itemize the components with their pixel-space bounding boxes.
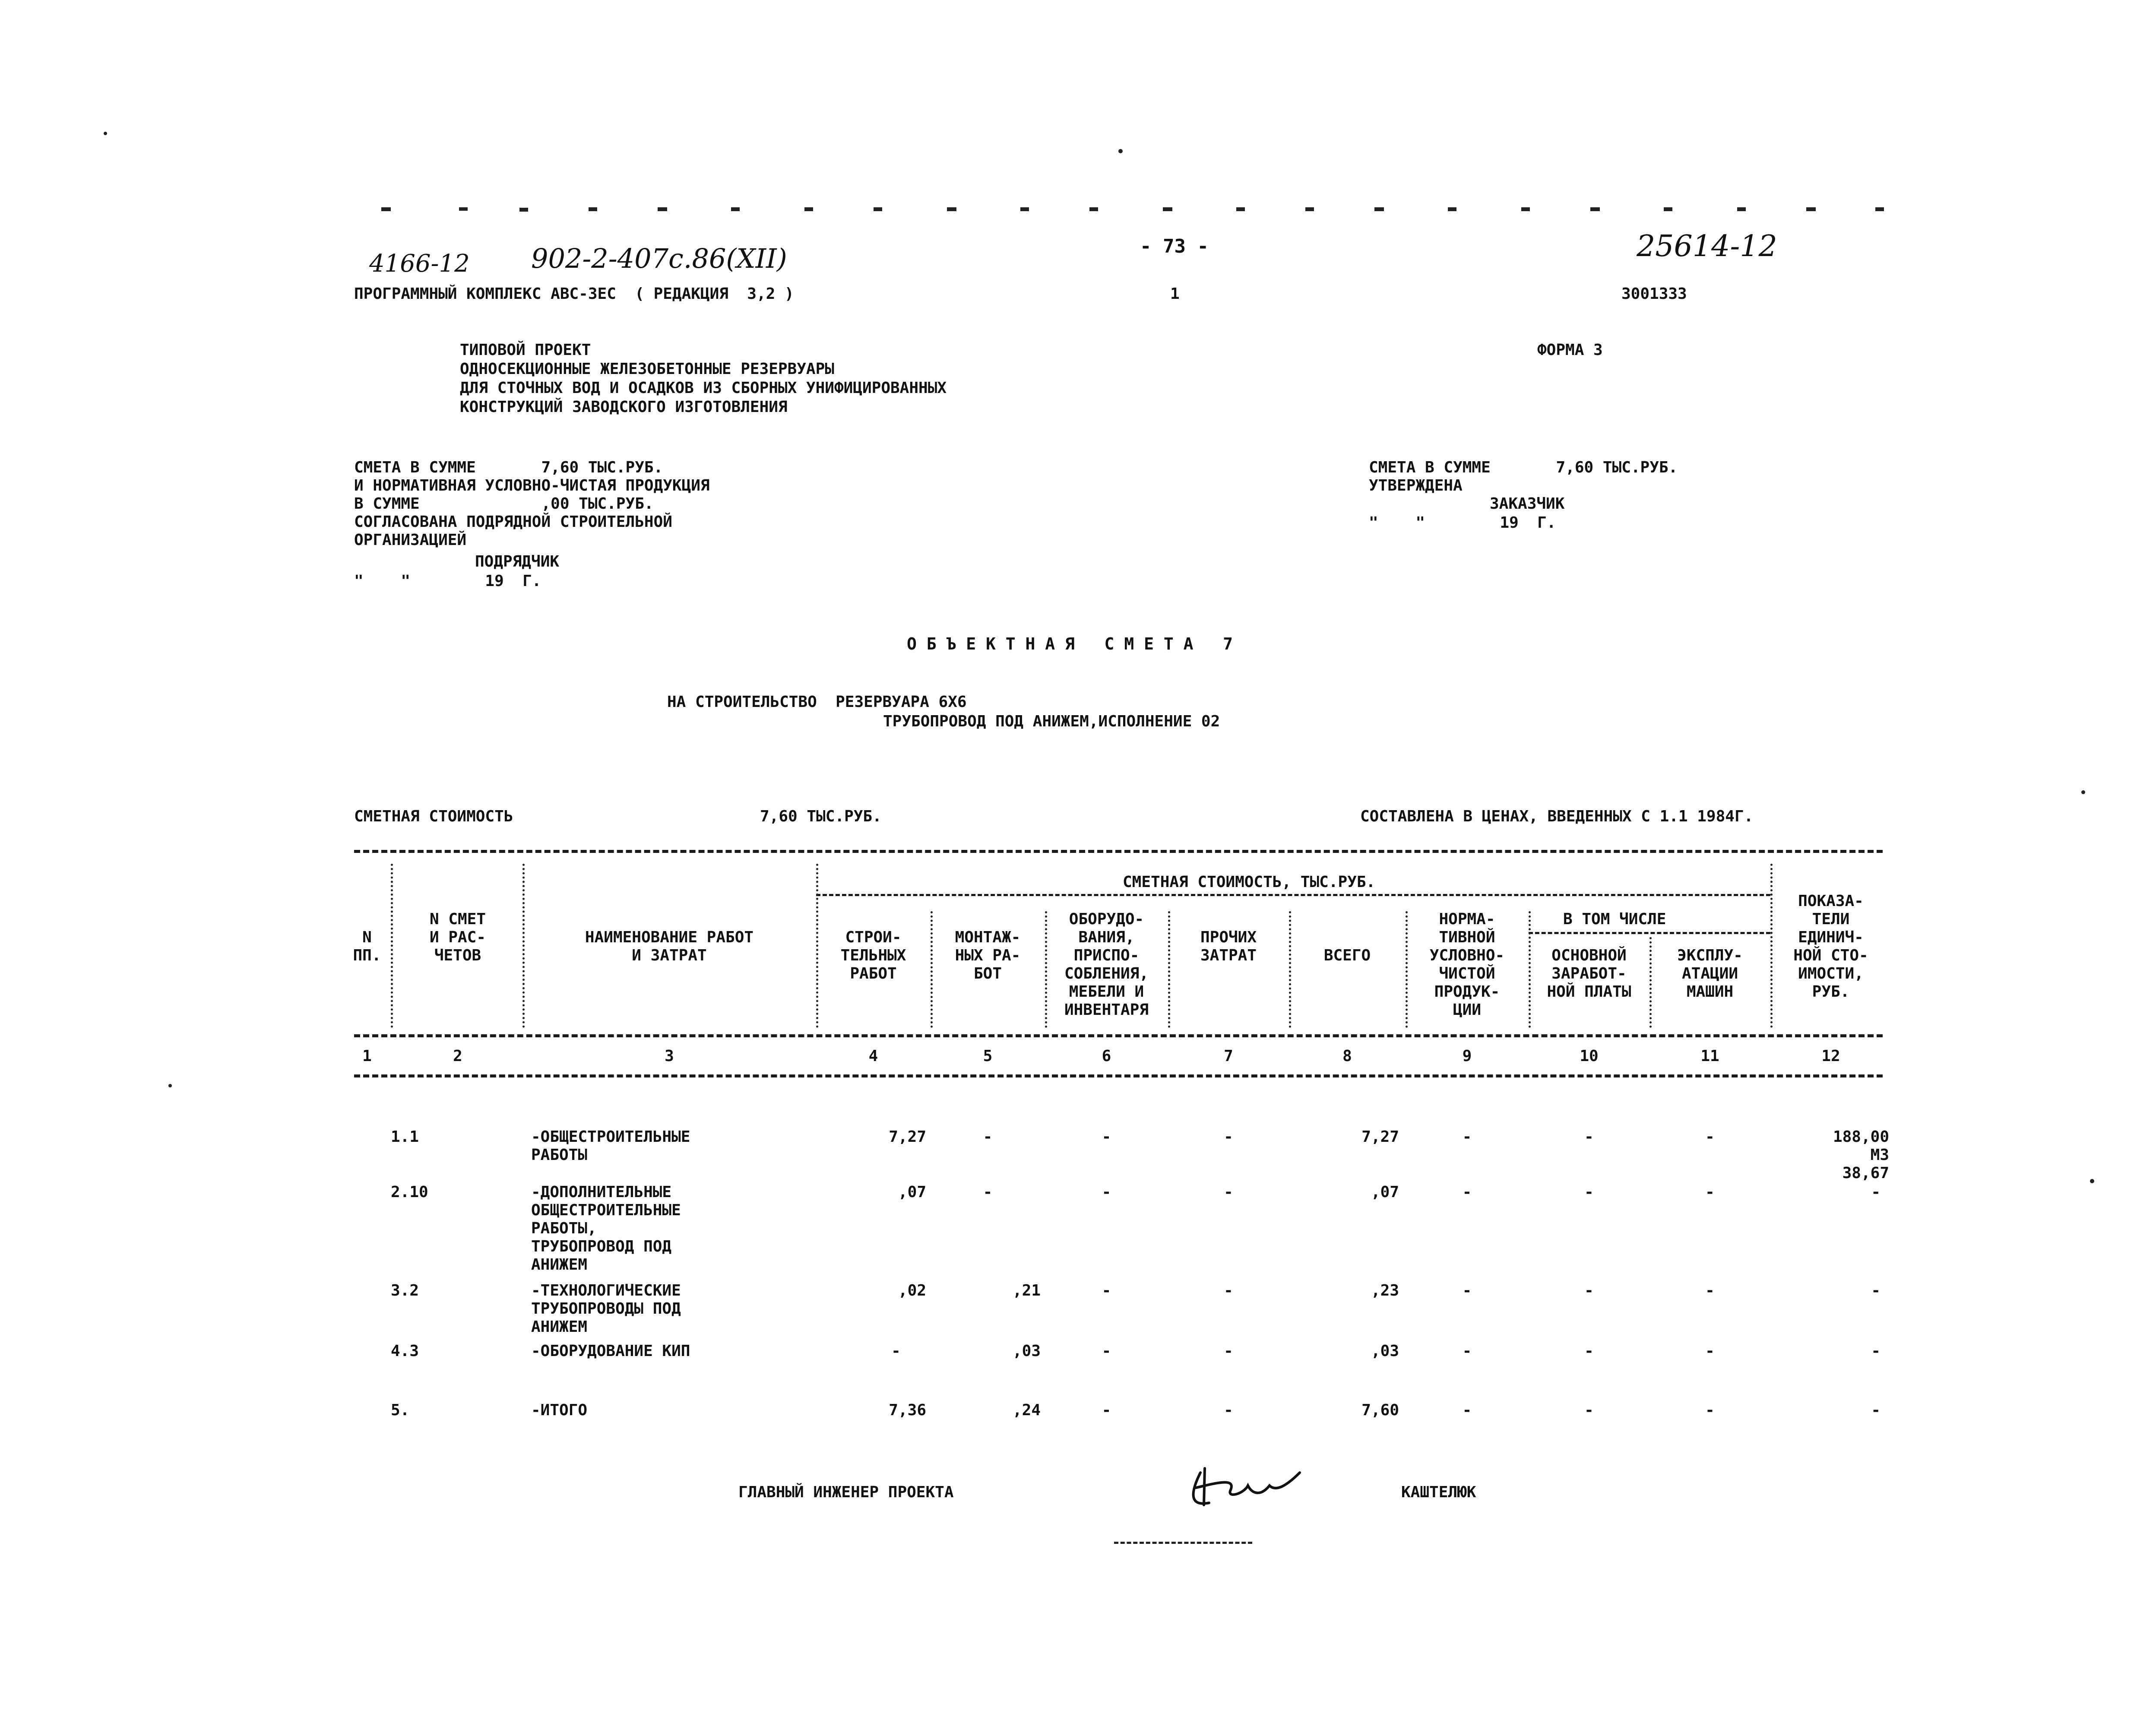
- signature: [1183, 1455, 1304, 1511]
- column-number: 11: [1700, 1047, 1719, 1065]
- project-line-3: ДЛЯ СТОЧНЫХ ВОД И ОСАДКОВ ИЗ СБОРНЫХ УНИФИЦИРОВАННЫХ: [460, 379, 947, 397]
- subtitle-line-1: НА СТРОИТЕЛЬСТВО РЕЗЕРВУАРА 6Х6: [667, 693, 967, 711]
- row-installation: ,03: [1012, 1342, 1041, 1360]
- row-net-product: -: [1462, 1183, 1472, 1201]
- left-block-line-2: И НОРМАТИВНАЯ УСЛОВНО-ЧИСТАЯ ПРОДУКЦИЯ: [354, 477, 710, 494]
- row-net-product: -: [1462, 1282, 1472, 1299]
- document-title: О Б Ъ Е К Т Н А Я С М Е Т А 7: [907, 634, 1233, 653]
- subtitle-line-2: ТРУБОПРОВОД ПОД АНИЖЕМ,ИСПОЛНЕНИЕ 02: [883, 713, 1220, 730]
- row-name: -ОБОРУДОВАНИЕ КИП: [531, 1342, 690, 1360]
- table-rule-top: [354, 850, 1883, 853]
- row-construction: 7,27: [889, 1128, 926, 1146]
- row-net-product: -: [1462, 1342, 1472, 1360]
- row-unit-cost: -: [1871, 1183, 1881, 1201]
- right-block-line-1: СМЕТА В СУММЕ 7,60 ТЫС.РУБ.: [1369, 459, 1678, 476]
- prices-note: СОСТАВЛЕНА В ЦЕНАХ, ВВЕДЕННЫХ С 1.1 1984Г.: [1360, 808, 1754, 825]
- project-line-2: ОДНОСЕКЦИОННЫЕ ЖЕЛЕЗОБЕТОННЫЕ РЕЗЕРВУАРЫ: [460, 360, 834, 378]
- column-number: 2: [453, 1047, 462, 1065]
- column-number: 3: [665, 1047, 674, 1065]
- table-rule-header-bottom: [354, 1034, 1883, 1037]
- row-equipment: -: [1102, 1342, 1111, 1360]
- header-col-1: N ПП.: [353, 928, 381, 964]
- left-block-line-3: В СУММЕ ,00 ТЫС.РУБ.: [354, 495, 654, 513]
- header-col-11: ЭКСПЛУ- АТАЦИИ МАШИН: [1677, 947, 1743, 1001]
- row-name: -ДОПОЛНИТЕЛЬНЫЕ ОБЩЕСТРОИТЕЛЬНЫЕ РАБОТЫ, ТРУБОПРОВОД ПОД АНИЖЕМ: [531, 1183, 681, 1274]
- row-unit-cost: -: [1871, 1401, 1881, 1419]
- row-installation: -: [983, 1183, 993, 1201]
- scan-speck: [168, 1084, 172, 1087]
- row-other: -: [1224, 1282, 1233, 1299]
- project-line-4: КОНСТРУКЦИЙ ЗАВОДСКОГО ИЗГОТОВЛЕНИЯ: [460, 398, 788, 416]
- estimated-cost-label: СМЕТНАЯ СТОИМОСТЬ: [354, 808, 513, 825]
- header-col-5: МОНТАЖ- НЫХ РА- БОТ: [955, 928, 1021, 982]
- row-construction: 7,36: [889, 1401, 926, 1419]
- row-machines: -: [1705, 1128, 1715, 1146]
- column-number: 9: [1462, 1047, 1472, 1065]
- row-unit-cost: -: [1871, 1342, 1881, 1360]
- header-col-10: ОСНОВНОЙ ЗАРАБОТ- НОЙ ПЛАТЫ: [1547, 947, 1631, 1001]
- bottom-rule: [1114, 1542, 1252, 1544]
- column-number: 6: [1102, 1047, 1111, 1065]
- scan-speck: [2081, 790, 2085, 794]
- row-construction: ,07: [898, 1183, 926, 1201]
- row-name: -ТЕХНОЛОГИЧЕСКИЕ ТРУБОПРОВОДЫ ПОД АНИЖЕМ: [531, 1282, 681, 1336]
- column-number: 1: [362, 1047, 372, 1065]
- table-rule-subgroup: [1529, 932, 1770, 934]
- scan-top-marks: [354, 181, 1891, 190]
- chief-engineer-name: КАШТЕЛЮК: [1401, 1483, 1476, 1501]
- row-machines: -: [1705, 1401, 1715, 1419]
- column-number: 5: [983, 1047, 993, 1065]
- row-installation: -: [983, 1128, 993, 1146]
- row-other: -: [1224, 1342, 1233, 1360]
- left-block-line-5: ОРГАНИЗАЦИЕЙ: [354, 531, 467, 549]
- row-machines: -: [1705, 1183, 1715, 1201]
- row-number: 1.1: [391, 1128, 419, 1146]
- header-col-8: ВСЕГО: [1323, 947, 1371, 964]
- left-block-line-4: СОГЛАСОВАНА ПОДРЯДНОЙ СТРОИТЕЛЬНОЙ: [354, 513, 672, 531]
- row-equipment: -: [1102, 1401, 1111, 1419]
- column-number: 10: [1580, 1047, 1599, 1065]
- left-block-line-7: " " 19 Г.: [354, 572, 541, 590]
- row-unit-cost: 188,00 М3 38,67: [1833, 1128, 1889, 1182]
- chief-engineer-label: ГЛАВНЫЙ ИНЖЕНЕР ПРОЕКТА: [738, 1483, 954, 1501]
- program-line: ПРОГРАММНЫЙ КОМПЛЕКС АВС-3ЕС ( РЕДАКЦИЯ 3,2 ): [354, 285, 794, 303]
- form-label: ФОРМА 3: [1537, 341, 1603, 359]
- row-name: -ИТОГО: [531, 1401, 588, 1419]
- header-col-12: ПОКАЗА- ТЕЛИ ЕДИНИЧ- НОЙ СТО- ИМОСТИ, РУБ.: [1793, 892, 1868, 1001]
- row-construction: -: [891, 1342, 901, 1360]
- row-wages: -: [1584, 1128, 1594, 1146]
- row-wages: -: [1584, 1401, 1594, 1419]
- page-number: - 73 -: [1140, 235, 1209, 257]
- row-total: 7,27: [1361, 1128, 1399, 1146]
- row-net-product: -: [1462, 1401, 1472, 1419]
- table-group-header: СМЕТНАЯ СТОИМОСТЬ, ТЫС.РУБ.: [1123, 873, 1376, 891]
- row-other: -: [1224, 1128, 1233, 1146]
- handwritten-project-code: 902-2-407с.86(XII): [531, 243, 787, 274]
- row-installation: ,21: [1012, 1282, 1041, 1299]
- row-equipment: -: [1102, 1183, 1111, 1201]
- right-block-line-2: УТВЕРЖДЕНА: [1369, 477, 1463, 494]
- left-block-line-1: СМЕТА В СУММЕ 7,60 ТЫС.РУБ.: [354, 459, 663, 476]
- left-block-line-6: ПОДРЯДЧИК: [475, 553, 560, 570]
- row-other: -: [1224, 1401, 1233, 1419]
- row-machines: -: [1705, 1342, 1715, 1360]
- row-unit-cost: -: [1871, 1282, 1881, 1299]
- header-col-9: НОРМА- ТИВНОЙ УСЛОВНО- ЧИСТОЙ ПРОДУК- ЦИИ: [1429, 910, 1505, 1019]
- row-wages: -: [1584, 1282, 1594, 1299]
- scan-speck: [1118, 149, 1123, 153]
- project-line-1: ТИПОВОЙ ПРОЕКТ: [460, 341, 591, 359]
- program-page: 1: [1170, 285, 1180, 303]
- table-rule-group: [816, 894, 1770, 896]
- program-code: 3001333: [1621, 285, 1687, 303]
- column-number: 12: [1821, 1047, 1840, 1065]
- handwritten-sheet-code: 4166-12: [369, 250, 470, 278]
- estimated-cost-value: 7,60 ТЫС.РУБ.: [760, 808, 882, 825]
- row-total: ,23: [1371, 1282, 1399, 1299]
- right-block-line-4: " " 19 Г.: [1369, 514, 1556, 532]
- scan-speck: [2090, 1179, 2094, 1183]
- header-col-6: ОБОРУДО- ВАНИЯ, ПРИСПО- СОБЛЕНИЯ, МЕБЕЛИ И ИНВЕНТАРЯ: [1064, 910, 1149, 1019]
- row-other: -: [1224, 1183, 1233, 1201]
- row-number: 3.2: [391, 1282, 419, 1299]
- column-number: 7: [1224, 1047, 1233, 1065]
- scan-speck: [104, 132, 107, 135]
- row-number: 4.3: [391, 1342, 419, 1360]
- header-col-7: ПРОЧИХ ЗАТРАТ: [1200, 928, 1257, 964]
- table-rule-numbers-bottom: [354, 1074, 1883, 1077]
- row-total: ,07: [1371, 1183, 1399, 1201]
- column-number: 8: [1342, 1047, 1352, 1065]
- header-col-2: N СМЕТ И РАС- ЧЕТОВ: [429, 910, 486, 964]
- row-equipment: -: [1102, 1128, 1111, 1146]
- dash-marks: [373, 205, 1910, 213]
- row-wages: -: [1584, 1342, 1594, 1360]
- row-wages: -: [1584, 1183, 1594, 1201]
- row-net-product: -: [1462, 1128, 1472, 1146]
- column-number: 4: [868, 1047, 878, 1065]
- row-number: 2.10: [391, 1183, 428, 1201]
- table-subgroup-header: В ТОМ ЧИСЛЕ: [1563, 910, 1666, 928]
- handwritten-inventory-number: 25614-12: [1637, 229, 1777, 263]
- row-number: 5.: [391, 1401, 410, 1419]
- header-col-3: НАИМЕНОВАНИЕ РАБОТ И ЗАТРАТ: [585, 928, 754, 964]
- header-col-4: СТРОИ- ТЕЛЬНЫХ РАБОТ: [840, 928, 906, 982]
- row-installation: ,24: [1012, 1401, 1041, 1419]
- row-total: ,03: [1371, 1342, 1399, 1360]
- row-name: -ОБЩЕСТРОИТЕЛЬНЫЕ РАБОТЫ: [531, 1128, 690, 1164]
- row-construction: ,02: [898, 1282, 926, 1299]
- right-block-line-3: ЗАКАЗЧИК: [1490, 495, 1565, 513]
- row-machines: -: [1705, 1282, 1715, 1299]
- row-equipment: -: [1102, 1282, 1111, 1299]
- row-total: 7,60: [1361, 1401, 1399, 1419]
